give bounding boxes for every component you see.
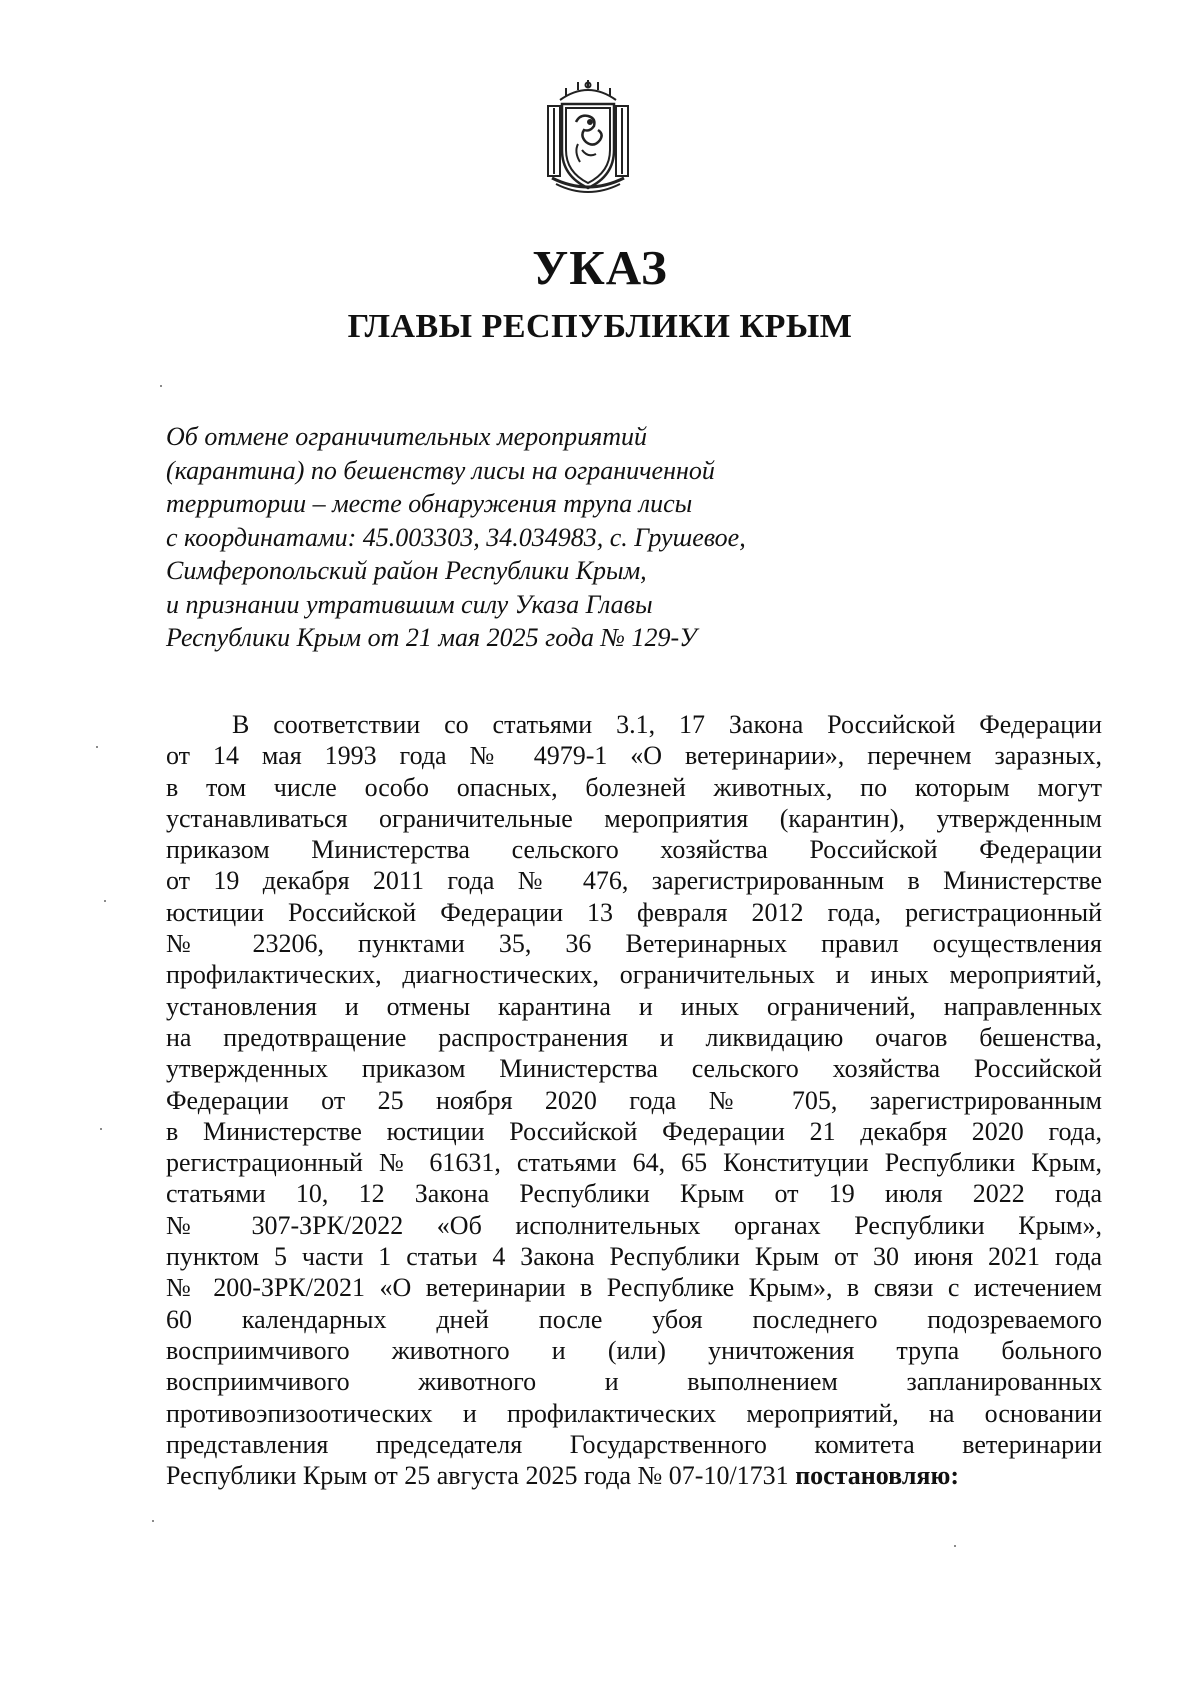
scan-speck xyxy=(152,1520,154,1522)
scan-speck xyxy=(954,1545,956,1547)
heading-line: Симферопольский район Республики Крым, xyxy=(166,556,647,585)
body-line: № 23206, пунктами 35, 36 Ветеринарных правил осуществления xyxy=(166,929,1102,959)
body-line-final xyxy=(166,1460,1102,1491)
heading-line: Об отмене ограничительных мероприятий xyxy=(166,422,648,451)
body-line: регистрационный № 61631, статьями 64, 65 Конституции Республики Крым, xyxy=(166,1148,1102,1178)
heading-line: территории – месте обнаружения трупа лисы xyxy=(166,489,693,518)
body-line: профилактических, диагностических, ограничительных и иных мероприятий, xyxy=(166,960,1102,990)
body-line-final-text: Республики Крым от 25 августа 2025 года № 07-10/1731 xyxy=(166,1461,796,1491)
scan-speck xyxy=(104,900,106,902)
heading-line: с координатами: 45.003303, 34.034983, с. Грушевое, xyxy=(166,522,746,552)
scan-speck xyxy=(100,1128,102,1130)
heading-line: Республики Крым от 21 мая 2025 года № 129-У xyxy=(166,623,697,652)
body-line: в Министерстве юстиции Российской Федерации 21 декабря 2020 года, xyxy=(166,1116,1102,1146)
body-line: приказом Министерства сельского хозяйства Российской Федерации xyxy=(166,835,1102,865)
body-line: статьями 10, 12 Закона Республики Крым от 19 июля 2022 года xyxy=(166,1179,1102,1209)
body-line: 60 календарных дней после убоя последнего подозреваемого xyxy=(166,1304,1102,1334)
body-line: на предотвращение распространения и ликвидацию очагов бешенства, xyxy=(166,1022,1102,1052)
decree-operative-word: постановляю: xyxy=(795,1461,960,1491)
heading-line: (карантина) по бешенству лисы на ограниченной xyxy=(166,455,715,485)
body-line: Федерации от 25 ноября 2020 года № 705, зарегистрированным xyxy=(166,1085,1102,1115)
decree-preamble xyxy=(166,709,1102,1491)
heading-line: и признании утратившим силу Указа Главы xyxy=(166,589,653,619)
decree-heading xyxy=(166,420,806,655)
body-line: противоэпизоотических и профилактических мероприятий, на основании xyxy=(166,1398,1102,1428)
body-line: юстиции Российской Федерации 13 февраля 2012 года, регистрационный xyxy=(166,897,1102,927)
document-title: УКАЗ xyxy=(532,240,668,295)
body-line: восприимчивого животного и (или) уничтожения трупа больного xyxy=(166,1335,1102,1365)
scan-speck xyxy=(160,385,162,387)
body-line: № 200-ЗРК/2021 «О ветеринарии в Республике Крым», в связи с истечением xyxy=(166,1273,1102,1303)
document-subtitle: ГЛАВЫ РЕСПУБЛИКИ КРЫМ xyxy=(347,308,853,345)
body-line: пунктом 5 части 1 статьи 4 Закона Республики Крым от 30 июня 2021 года xyxy=(166,1242,1102,1272)
body-line: № 307-ЗРК/2022 «Об исполнительных органах Республики Крым», xyxy=(166,1210,1102,1240)
body-line: утвержденных приказом Министерства сельского хозяйства Российской xyxy=(166,1054,1102,1084)
crimea-coat-of-arms-icon xyxy=(538,78,638,196)
scan-speck xyxy=(96,746,98,748)
body-line: устанавливаться ограничительные мероприятия (карантин), утвержденным xyxy=(166,803,1102,833)
body-line: В соответствии со статьями 3.1, 17 Закона Российской Федерации xyxy=(232,710,1102,739)
body-line: от 19 декабря 2011 года № 476, зарегистрированным в Министерстве xyxy=(166,866,1102,896)
body-line: восприимчивого животного и выполнением запланированных xyxy=(166,1367,1102,1397)
body-line: представления председателя Государственного комитета ветеринарии xyxy=(166,1429,1102,1459)
body-line: установления и отмены карантина и иных ограничений, направленных xyxy=(166,991,1102,1021)
body-line: от 14 мая 1993 года № 4979-1 «О ветеринарии», перечнем заразных, xyxy=(166,741,1102,771)
body-line: в том числе особо опасных, болезней животных, по которым могут xyxy=(166,772,1102,802)
